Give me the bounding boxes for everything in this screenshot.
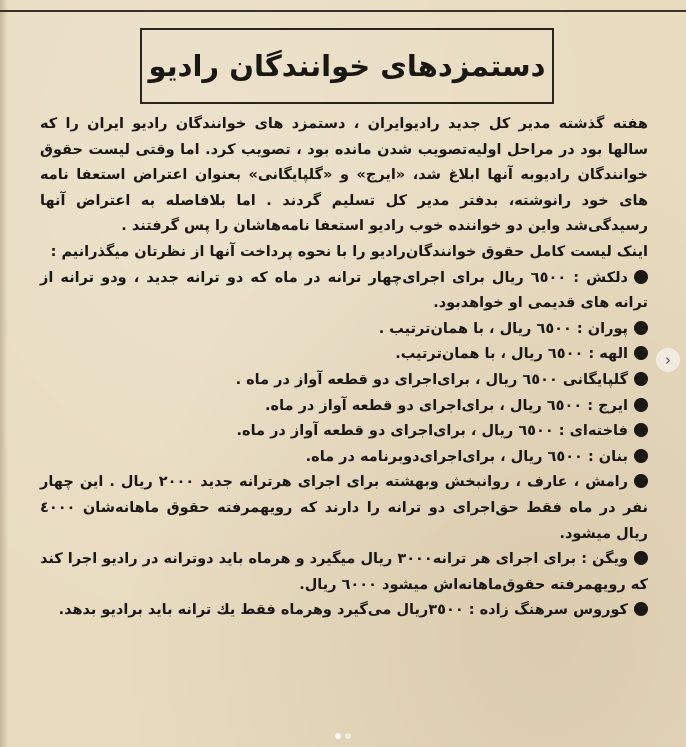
bullet-icon [634, 321, 648, 335]
list-item-text: گلپایگانی ٦٥٠٠ ریال ، برای‌اجرای دو قطعه آواز در ماه . [235, 371, 628, 388]
list-item [40, 394, 648, 420]
list-item-text: فاخته‌ای : ٦٥٠٠ ریال ، برای‌اجرای دو قطعه آواز در ماه. [236, 423, 628, 440]
list-item [40, 342, 648, 368]
list-item [40, 419, 648, 445]
bullet-icon [634, 398, 648, 412]
next-arrow-icon[interactable]: › [656, 348, 680, 372]
page-edge-shadow [0, 0, 8, 747]
list-item [40, 547, 648, 598]
bullet-icon [634, 602, 648, 616]
headline: دستمزدهای خوانندگان رادیو [148, 49, 546, 83]
article-body [40, 112, 648, 624]
headline-box [140, 28, 554, 104]
list-item-text: ایرج : ٦٥٠٠ ریال ، برای‌اجرای دو قطعه آواز در ماه. [265, 397, 628, 414]
list-item-text: رامش ، عارف ، روانبخش وبهشته برای اجرای هرترانه جدید ٢٠٠٠ ریال . این چهار نفر در ماه فقط حق‌اجرای دو ترانه را دارند که رویهمرفته حقوق ماهانه‌شان ٤٠٠٠ ریال میشود. [40, 474, 648, 542]
carousel-dots [0, 733, 686, 739]
list-item-text: ویگن : برای اجرای هر ترانه٣٠٠٠ ریال میگیرد و هرماه باید دوترانه در رادیو اجرا کند که رویهمرفته حقوق‌ماهانه‌اش میشود ٦٠٠٠ ریال. [40, 551, 648, 593]
bullet-icon [634, 346, 648, 360]
intro-paragraph: هفته گذشته مدیر کل جدید رادیوایران ، دستمزد های خوانندگان رادیو ایران را که سالها بود در مراحل اولیه‌تصویب شدن مانده بود ، تصویب کرد. اما وقتی لیست حقوق خوانندگان رادیوبه آنها ابلاغ شد، «ایرج» و «گلپایگانی» بعنوان اعتراض استعفا نامه های خود رانوشته، بدفتر مدیر کل تسلیم گردند . اما بلافاصله به اعتراض آنها رسیدگی‌شد واین دو خواننده خوب رادیو استعفا نامه‌هاشان را پس گرفتند . [40, 116, 648, 235]
bullet-icon [634, 551, 648, 565]
list-item [40, 445, 648, 471]
bullet-icon [634, 474, 648, 488]
bullet-icon [634, 423, 648, 437]
carousel-dot[interactable] [335, 733, 341, 739]
list-item [40, 470, 648, 547]
list-intro-paragraph: اینک لیست کامل حقوق خوانندگان‌رادیو را با نحوه پرداخت آنها از نظرتان میگذرانیم : [50, 243, 648, 260]
list-item-text: کوروس سرهنگ زاده : ٣٥٠٠ریال می‌گیرد وهرماه فقط یك ترانه باید برادیو بدهد. [58, 602, 628, 619]
list-item [40, 368, 648, 394]
list-item [40, 266, 648, 317]
list-item [40, 317, 648, 343]
carousel-dot[interactable] [345, 733, 351, 739]
top-rule [0, 10, 686, 12]
bullet-icon [634, 270, 648, 284]
list-item [40, 598, 648, 624]
list-item-text: الهه : ٦٥٠٠ ریال ، با همان‌ترتیب. [395, 346, 628, 363]
list-item-text: دلکش : ٦٥٠٠ ریال برای اجرای‌چهار ترانه در ماه که دو ترانه جدید ، ودو ترانه از ترانه های قدیمی او خواهدبود. [40, 269, 648, 312]
list-item-text: بنان : ٦٥٠٠ ریال ، برای‌اجرای‌دوبرنامه در ماه. [305, 448, 628, 465]
list-item-text: پوران : ٦٥٠٠ ریال ، با همان‌ترتیب . [378, 320, 628, 337]
bullet-icon [634, 372, 648, 386]
bullet-icon [634, 449, 648, 463]
